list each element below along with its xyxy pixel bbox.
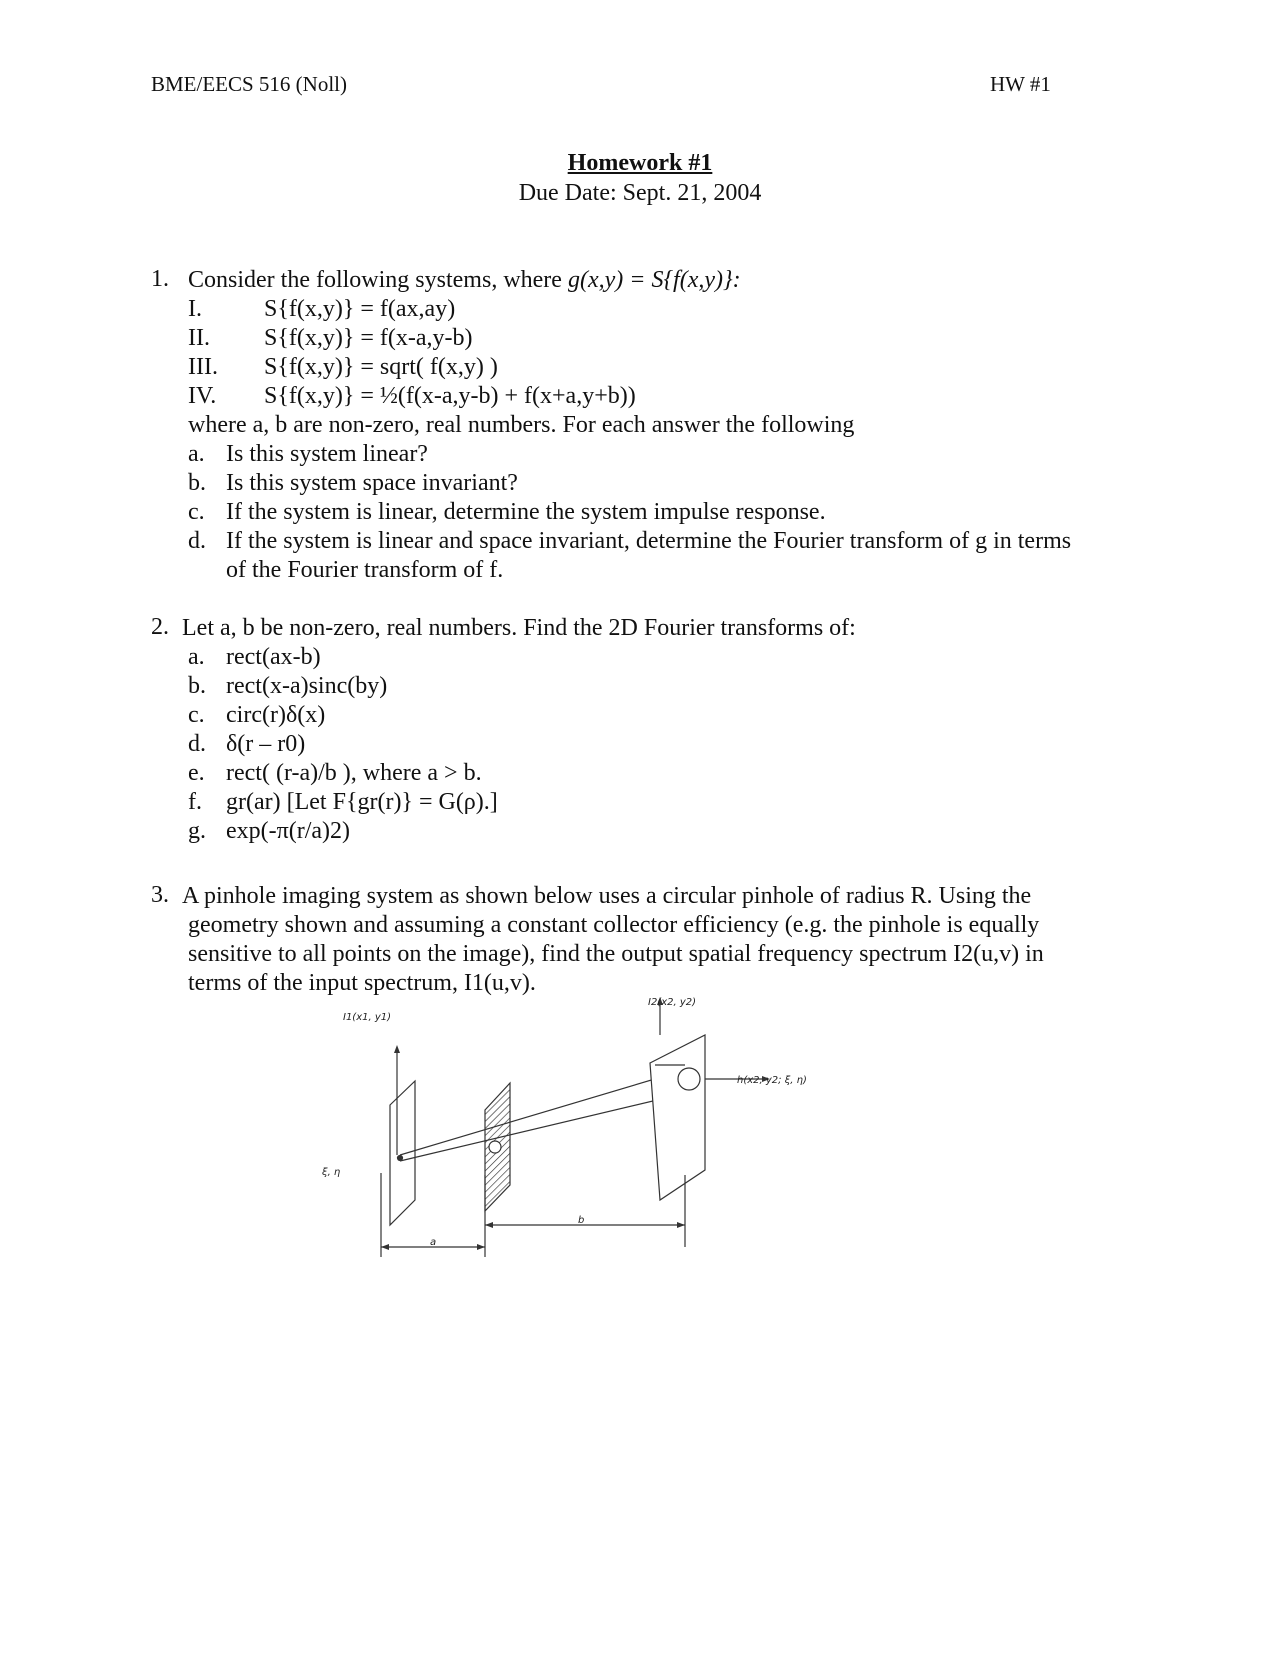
system-2-eq: S{f(x,y)} = f(x-a,y-b)	[264, 325, 473, 351]
p2-part-b-label: b.	[188, 673, 206, 699]
p2-part-d-text: δ(r – r0)	[226, 731, 306, 757]
p2-part-c-text: circ(r)δ(x)	[226, 702, 326, 728]
system-4-eq: S{f(x,y)} = ½(f(x-a,y-b) + f(x+a,y+b))	[264, 383, 636, 409]
p1-part-b-text: Is this system space invariant?	[226, 470, 518, 496]
p1-part-c-label: c.	[188, 499, 205, 525]
course-header: BME/EECS 516 (Noll)	[151, 72, 348, 96]
p2-part-f-text: gr(ar) [Let F{gr(r)} = G(ρ).]	[226, 789, 498, 815]
p2-part-a-label: a.	[188, 644, 205, 670]
problem-3-line-1: A pinhole imaging system as shown below uses a circular pinhole of radius R. Using the	[182, 883, 1032, 909]
system-2-label: II.	[188, 325, 210, 351]
system-3-eq: S{f(x,y)} = sqrt( f(x,y) )	[264, 354, 498, 380]
p1-part-b-label: b.	[188, 470, 206, 496]
p2-part-e-label: e.	[188, 760, 205, 786]
problem-2-intro: Let a, b be non-zero, real numbers. Find the 2D Fourier transforms of:	[182, 615, 856, 641]
output-spot	[678, 1068, 700, 1090]
problem-1-where: where a, b are non-zero, real numbers. For each answer the following	[188, 412, 855, 438]
p1-part-a-text: Is this system linear?	[226, 441, 428, 467]
p2-part-d-label: d.	[188, 731, 206, 757]
p2-part-e-text: rect( (r-a)/b ), where a > b.	[226, 760, 482, 786]
p2-part-g-label: g.	[188, 818, 206, 844]
label-b: b	[578, 1215, 585, 1226]
problem-3-line-4: terms of the input spectrum, I1(u,v).	[188, 970, 536, 996]
problem-3-line-3: sensitive to all points on the image), find the output spatial frequency spectrum I2(u,v) in	[188, 941, 1044, 967]
label-i2: I2(x2, y2)	[648, 997, 697, 1008]
system-3-label: III.	[188, 354, 218, 380]
output-plane	[650, 1035, 705, 1200]
p1-part-c-text: If the system is linear, determine the system impulse response.	[226, 499, 826, 525]
hw-header: HW #1	[990, 72, 1051, 96]
p1-part-d-text: If the system is linear and space invariant, determine the Fourier transform of g in terms	[226, 528, 1072, 554]
p2-part-c-label: c.	[188, 702, 205, 728]
p2-part-g-text: exp(-π(r/a)2)	[226, 818, 351, 844]
label-a: a	[430, 1237, 437, 1248]
ray-bottom	[400, 1091, 695, 1161]
p1-part-d-label: d.	[188, 528, 206, 554]
problem-1-intro: Consider the following systems, where g(x,y) = S{f(x,y)}:	[188, 267, 741, 293]
system-1-label: I.	[188, 296, 202, 322]
p2-part-a-text: rect(ax-b)	[226, 644, 321, 670]
label-i1: I1(x1, y1)	[343, 1012, 392, 1023]
p1-part-d-text-cont: of the Fourier transform of f.	[226, 557, 504, 583]
problem-3-line-2: geometry shown and assuming a constant collector efficiency (e.g. the pinhole is equally	[188, 912, 1040, 938]
p1-part-a-label: a.	[188, 441, 205, 467]
due-date: Due Date: Sept. 21, 2004	[518, 180, 762, 206]
system-1-eq: S{f(x,y)} = f(ax,ay)	[264, 296, 456, 322]
input-plane	[390, 1081, 415, 1225]
pinhole	[489, 1141, 501, 1153]
pinhole-diagram	[300, 995, 920, 1335]
p2-part-f-label: f.	[188, 789, 202, 815]
problem-1-number: 1.	[151, 266, 169, 292]
problem-2-number: 2.	[151, 614, 169, 640]
system-4-label: IV.	[188, 383, 217, 409]
label-h: h(x2, y2; ξ, η)	[737, 1075, 807, 1086]
label-xi-eta: ξ, η	[322, 1167, 341, 1178]
page-title: Homework #1	[567, 150, 713, 176]
p2-part-b-text: rect(x-a)sinc(by)	[226, 673, 388, 699]
problem-3-number: 3.	[151, 882, 169, 908]
